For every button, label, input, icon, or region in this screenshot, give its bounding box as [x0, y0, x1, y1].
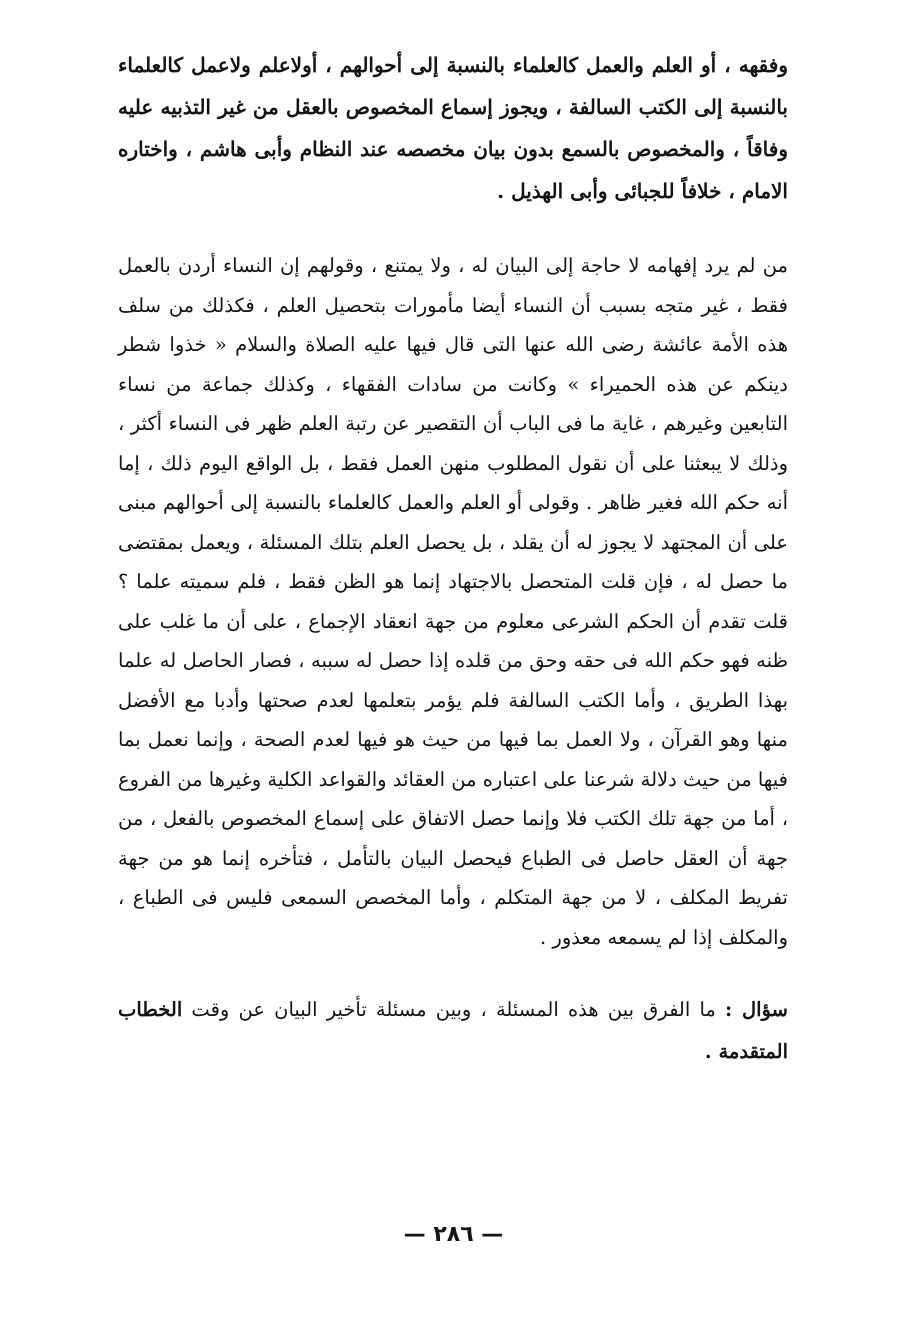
document-page — [118, 44, 788, 1073]
question-text: ما الفرق بين هذه المسئلة ، وبين مسئلة تأخير البيان عن وقت — [182, 998, 726, 1021]
question-label: سؤال : — [725, 998, 788, 1021]
main-commentary-paragraph: من لم يرد إفهامه لا حاجة إلى البيان له ، ولا يمتنع ، وقولهم إن النساء أردن بالعمل فقط ، غير متجه بسبب أن النساء أيضا مأمورات بتحصيل العلم ، فكذلك من سلف هذه الأمة عائشة رضى الله عنها التى قال فيها عليه الصلاة والسلام « خذوا شطر دينكم عن هذه الحميراء » وكانت من سادات الفقهاء ، وكذلك جماعة من نساء التابعين وغيرهم ، غاية ما فى الباب أن التقصير عن رتبة العلم ظهر فى النساء أكثر ، وذلك لا يبعثنا على أن نقول المطلوب منهن العمل فقط ، بل الواقع اليوم ذلك ، إما أنه حكم الله فغير ظاهر . وقولى أو العلم والعمل كالعلماء بالنسبة إلى أحوالهم مبنى على أن المجتهد لا يجوز له أن يقلد ، بل يحصل العلم بتلك المسئلة ، ويعمل بمقتضى ما حصل له ، فإن قلت المتحصل بالاجتهاد إنما هو الظن فقط ، فلم سميته علما ؟ قلت تقدم أن الحكم الشرعى معلوم من جهة انعقاد الإجماع ، على أن ما غلب على ظنه فهو حكم الله فى حقه وحق من قلده إذا حصل له سببه ، فصار الحاصل له علما بهذا الطريق ، وأما الكتب السالفة فلم يؤمر بتعلمها لعدم صحتها وأدبا مع الأفضل منها وهو القرآن ، ولا العمل بما فيها من حيث هو فيها لعدم الصحة ، وإنما نعمل بما فيها من حيث دلالة شرعنا على اعتباره من العقائد والقواعد الكلية وغيرها من الفروع ، أما من جهة تلك الكتب فلا وإنما حصل الاتفاق على إسماع المخصوص بالفعل ، من جهة أن العقل حاصل فى الطباع فيحصل البيان بالتأمل ، فتأخره إنما هو من جهة تفريط المكلف ، لا من جهة المتكلم ، وأما المخصص السمعى فليس فى الطباع ، والمكلف إذا لم يسمعه معذور . — [118, 254, 788, 949]
bold-opening-paragraph: وفقهه ، أو العلم والعمل كالعلماء بالنسبة إلى أحوالهم ، أولاعلم ولاعمل كالعلماء بالنسبة إلى الكتب السالفة ، ويجوز إسماع المخصوص بالعقل من غير التذبيه عليه وفاقاً ، والمخصوص بالسمع بدون بيان مخصصه عند النظام وأبى هاشم ، واختاره الامام ، خلافاً للجبائى وأبى الهذيل . — [118, 53, 788, 203]
question-paragraph — [118, 989, 788, 1073]
page-number: — ٢٨٦ — — [403, 1222, 504, 1247]
question-bold-tail: الخطاب المتقدمة . — [118, 998, 788, 1063]
